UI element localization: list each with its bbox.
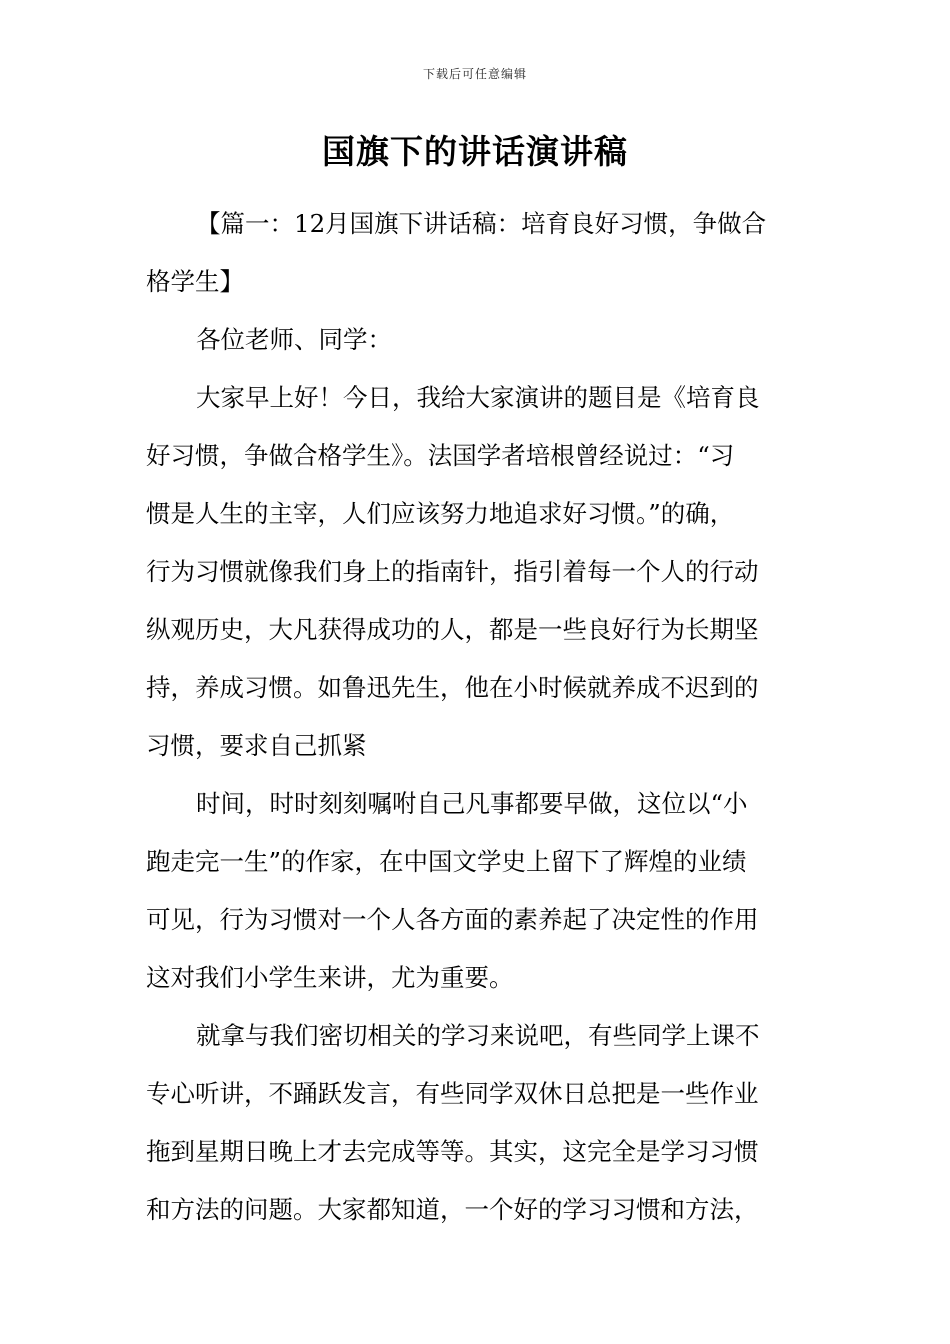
text-line: 和方法的问题。大家都知道，一个好的学习习惯和方法， — [146, 1195, 759, 1224]
text-line: 习惯，要求自己抓紧 — [146, 731, 367, 760]
text-line: 纵观历史，大凡获得成功的人，都是一些良好行为长期坚 — [146, 615, 759, 644]
text-line: 持，养成习惯。如鲁迅先生，他在小时候就养成不迟到的 — [146, 673, 759, 702]
text-line: 【篇一：12月国旗下讲话稿：培育良好习惯，争做合 — [196, 209, 767, 238]
paragraph-body — [146, 775, 806, 1007]
text-line: 时间，时时刻刻嘱咐自己凡事都要早做，这位以“小 — [196, 789, 748, 818]
text-line: 跑走完一生”的作家，在中国文学史上留下了辉煌的业绩 — [146, 847, 747, 876]
text-line: 拖到星期日晚上才去完成等等。其实，这完全是学习习惯 — [146, 1137, 759, 1166]
paragraph-body — [146, 369, 806, 775]
page-title: 国旗下的讲话演讲稿 — [322, 132, 628, 171]
text-line: 惯是人生的主宰，人们应该努力地追求好习惯。”的确， — [146, 499, 735, 528]
text-line: 可见，行为习惯对一个人各方面的素养起了决定性的作用 — [146, 905, 759, 934]
document-body — [146, 195, 806, 1239]
text-line: 好习惯，争做合格学生》。法国学者培根曾经说过：“习 — [146, 441, 735, 470]
header-note: 下载后可任意编辑 — [422, 67, 527, 81]
text-line: 大家早上好！今日，我给大家演讲的题目是《培育良 — [196, 383, 760, 412]
text-line: 行为习惯就像我们身上的指南针，指引着每一个人的行动 — [146, 557, 759, 586]
paragraph-body — [146, 1007, 806, 1239]
text-line: 专心听讲，不踊跃发言，有些同学双休日总把是一些作业 — [146, 1079, 759, 1108]
paragraph-section-heading — [146, 195, 806, 311]
text-line: 格学生】 — [146, 267, 244, 296]
text-line: 各位老师、同学： — [196, 325, 392, 354]
text-line: 就拿与我们密切相关的学习来说吧，有些同学上课不 — [196, 1021, 760, 1050]
paragraph-greeting — [146, 311, 806, 369]
text-line: 这对我们小学生来讲，尤为重要。 — [146, 963, 514, 992]
